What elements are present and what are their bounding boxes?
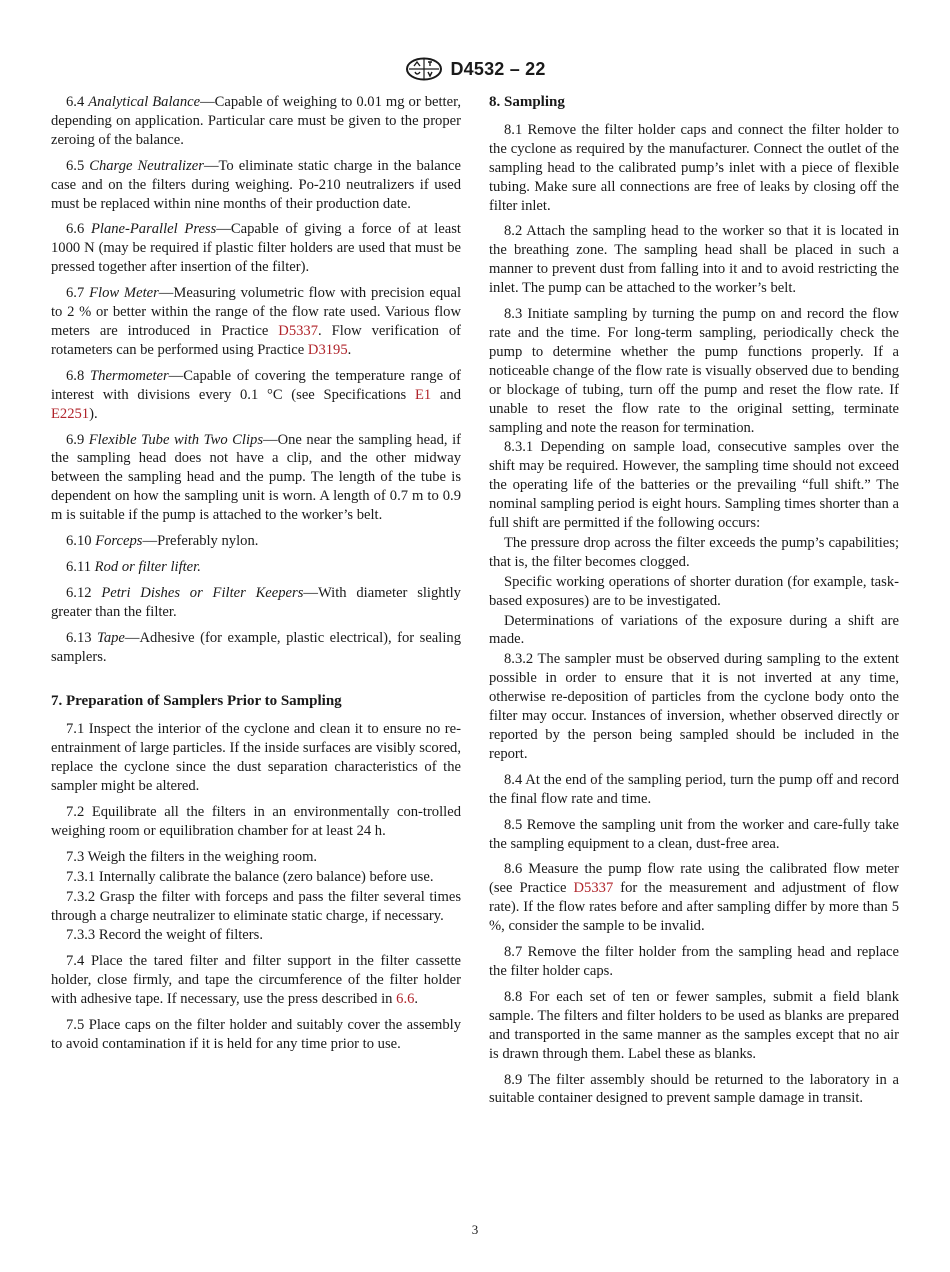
para-7-5: 7.5 Place caps on the filter holder and suitably cover the assembly to avoid contamination if it is held for any time prior to use.	[51, 1017, 461, 1052]
para-7-3-1: 7.3.1 Internally calibrate the balance (zero balance) before use.	[66, 868, 434, 885]
ref-link-d3195[interactable]: D3195	[307, 341, 348, 358]
para-7-3-2: 7.3.2 Grasp the filter with forceps and pass the filter several times through a charge neutralizer to eliminate static charge, if necessary.	[51, 888, 461, 924]
page-header	[0, 56, 950, 82]
para-8-3: 8.3 Initiate sampling by turning the pump on and record the flow rate and the time. For long-term sampling, periodically check the pump to determine whether the pump functions properly. If a noticeable change of the flow rate is visually observed due to bending or blockage of tubing, turn off the pump and reset the flow rate. If unable to reset the flow rate to the original setting, terminate sampling and note the reason for termination.	[489, 306, 899, 436]
para-8-3-2: 8.3.2 The sampler must be observed during sampling to the extent possible in order to ensure that it is not inverted at any time, otherwise re-deposition of particles from the cyclone body onto the filter may occur. Instances of inversion, whether observed directly or reported by the person being sampled should be included in the report.	[489, 651, 899, 762]
ref-link-e1[interactable]: E1	[414, 386, 432, 403]
para-8-5: 8.5 Remove the sampling unit from the worker and care-fully take the sampling equipment to a clean, dust-free area.	[489, 816, 899, 852]
right-column	[489, 93, 899, 1115]
ref-link-d5337-2[interactable]: D5337	[573, 880, 614, 897]
para-8-1: 8.1 Remove the filter holder caps and connect the filter holder to the cyclone as required by the manufacturer. Connect the outlet of the sampling head to the calibrated pump’s inlet with a piece of flexible tubing. Make sure all connections are free of leaks by closing off the filter inlet.	[489, 121, 899, 214]
para-8-7: 8.7 Remove the filter holder from the sampling head and replace the filter holder caps.	[489, 944, 899, 979]
para-8-2: 8.2 Attach the sampling head to the worker so that it is located in the breathing zone. The sampling head shall be placed in such a manner to prevent dust from falling into it and to avoid restricting the inlet. The pump can be attached to the worker’s belt.	[489, 223, 899, 297]
standard-designation: D4532 – 22	[450, 58, 546, 79]
ref-link-d5337[interactable]: D5337	[278, 322, 319, 339]
para-6-9: 6.9 Flexible Tube with Two Clips—One near the sampling head, if the sampling head does not have a clip, and the other midway between the sampling head and the pump. The length of the tube is dependent on how the sampling unit is worn. A length of 0.7 m to 0.9 m is suitable if the pump is attached to the worker’s belt.	[51, 431, 461, 524]
para-6-11: 6.11 Rod or filter lifter.	[66, 558, 201, 575]
section-8-heading: 8. Sampling	[489, 94, 565, 110]
left-column	[51, 93, 461, 1061]
para-7-2: 7.2 Equilibrate all the filters in an environmentally con-trolled weighing room or equilibration chamber for at least 24 h.	[51, 804, 461, 839]
para-7-1: 7.1 Inspect the interior of the cyclone and clean it to ensure no re-entrainment of large particles. If the inside surfaces are visibly scored, replace the cyclone since the dust separation characteristics of the sampler might be altered.	[51, 721, 461, 795]
astm-logo-icon	[404, 57, 444, 81]
para-8-3-1-a: The pressure drop across the filter exceeds the pump’s capabilities; that is, the filter becomes clogged.	[489, 534, 899, 570]
para-8-3-1-c: Determinations of variations of the exposure during a shift are made.	[489, 612, 899, 648]
para-6-5: 6.5 Charge Neutralizer—To eliminate static charge in the balance case and on the filters during weighing. Po-210 neutralizers if used must be replaced within nine months of their production date.	[51, 157, 462, 212]
section-7-heading: 7. Preparation of Samplers Prior to Sampling	[51, 693, 342, 710]
page-number: 3	[471, 1222, 479, 1237]
para-8-4: 8.4 At the end of the sampling period, turn the pump off and record the final flow rate and time.	[489, 771, 899, 807]
ref-link-6-6[interactable]: 6.6	[396, 991, 415, 1008]
para-6-7: 6.7 Flow Meter—Measuring volumetric flow with precision equal to 2 % or better within the range of the flow rate used. Various flow meters are introduced in Practice D5337. Flow verification of rotameters can be performed using Practice D3195.	[51, 285, 461, 358]
para-6-12: 6.12 Petri Dishes or Filter Keepers—With diameter slightly greater than the filter.	[51, 584, 461, 620]
para-8-6: 8.6 Measure the pump flow rate using the calibrated flow meter (see Practice D5337 for the measurement and adjustment of flow rate). If the flow rates before and after sampling differ by more than 5 %, consider the sample to be invalid.	[489, 861, 899, 935]
para-8-9: 8.9 The filter assembly should be returned to the laboratory in a suitable container designed to prevent sample damage in transit.	[489, 1071, 899, 1107]
ref-link-e2251[interactable]: E2251	[51, 405, 90, 422]
para-6-4: 6.4 Analytical Balance—Capable of weighing to 0.01 mg or better, depending on application. Particular care must be given to the proper zeroing of the balance.	[51, 94, 461, 148]
para-6-6: 6.6 Plane-Parallel Press—Capable of giving a force of at least 1000 N (may be required if plastic filter holders are used that must be pressed together after insertion of the filter).	[51, 221, 461, 276]
para-8-3-1-b: Specific working operations of shorter duration (for example, task-based exposures) are to be investigated.	[489, 573, 899, 609]
para-7-3-3: 7.3.3 Record the weight of filters.	[66, 927, 263, 944]
para-6-8: 6.8 Thermometer—Capable of covering the temperature range of interest with divisions every 0.1 °C (see Specifications E1 and E2251).	[51, 367, 461, 422]
para-8-8: 8.8 For each set of ten or fewer samples, submit a field blank sample. The filters and filter holders to be used as blanks are prepared and transported in the same manner as the samples except that no air is drawn through them. Label these as blanks.	[489, 988, 899, 1062]
para-6-10: 6.10 Forceps—Preferably nylon.	[66, 533, 259, 550]
para-6-13: 6.13 Tape—Adhesive (for example, plastic electrical), for sealing samplers.	[51, 629, 461, 665]
para-7-3: 7.3 Weigh the filters in the weighing room.	[66, 848, 318, 865]
para-8-3-1: 8.3.1 Depending on sample load, consecutive samples over the shift may be required. However, the sampling time should not exceed the operating life of the batteries or the prevailing “full shift.” The nominal sampling period is eight hours. Sampling times shorter than a full shift are permitted if the following occurs:	[489, 439, 899, 532]
para-7-4: 7.4 Place the tared filter and filter support in the filter cassette holder, close firmly, and tape the circumference of the filter holder with adhesive tape. If necessary, use the press described in 6.6.	[51, 953, 461, 1008]
